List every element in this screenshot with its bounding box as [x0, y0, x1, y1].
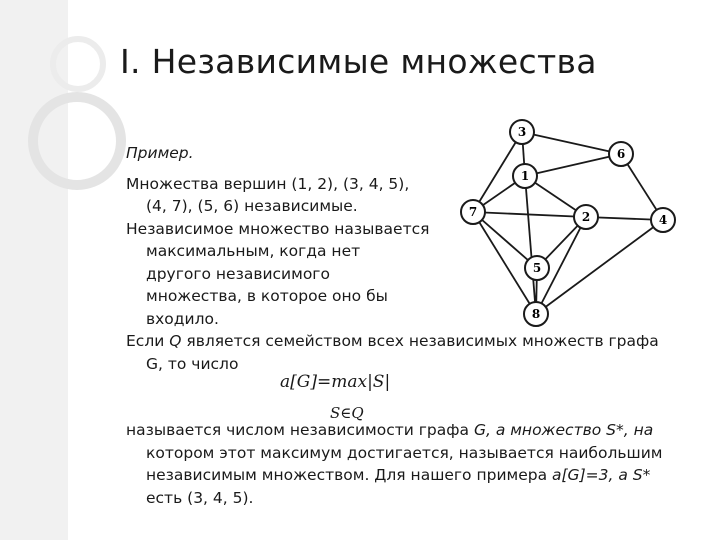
- graph-vertex-label-5: 5: [532, 261, 542, 275]
- tail-line-1: [126, 419, 696, 442]
- graph-nodes: [461, 120, 675, 326]
- decorative-ring: [28, 92, 126, 190]
- graph-edge-1-6: [525, 154, 621, 176]
- graph-vertex-label-2: 2: [581, 210, 591, 224]
- tail-line-1-italic: G, а множество S*, на: [473, 421, 654, 439]
- graph-vertex-label-3: 3: [517, 125, 527, 139]
- definition-line-2: максимальным, когда нет: [146, 242, 361, 260]
- tail-line-4: есть (3, 4, 5).: [146, 488, 254, 507]
- tail-line-3: [126, 464, 696, 487]
- family-q: Q: [169, 332, 182, 350]
- graph-vertex-label-1: 1: [520, 169, 530, 183]
- slide-title: I. Независимые множества: [120, 42, 597, 81]
- graph-vertex-label-8: 8: [531, 307, 541, 321]
- formula-main: a[G]=max|S|: [280, 372, 391, 392]
- graph-vertex-label-4: 4: [658, 213, 668, 227]
- family-pre: Если: [126, 332, 170, 350]
- definition-line-4: множества, в которое оно бы: [146, 287, 388, 305]
- tail-line-3-italic: a[G]=3, а S*: [552, 466, 651, 484]
- example-line-2: (4, 7), (5, 6) независимые.: [146, 197, 358, 215]
- tail-line-2: котором этот максимум достигается, называется наибольшим: [146, 443, 663, 462]
- graph-edge-4-8: [536, 220, 663, 314]
- formula-subscript: S∈Q: [330, 404, 364, 422]
- example-label: Пример.: [126, 144, 194, 162]
- example-line-1: Множества вершин (1, 2), (3, 4, 5),: [126, 174, 410, 193]
- tail-line-1-pre: называется числом независимости графа: [126, 421, 474, 439]
- tail-line-3-pre: независимым множеством. Для нашего примера: [146, 466, 553, 484]
- graph-diagram: [455, 118, 705, 338]
- family-line-2: G, то число: [146, 354, 239, 373]
- decorative-ring-small: [50, 36, 106, 92]
- formula-spacer: [126, 375, 696, 419]
- definition-line-1: Независимое множество называется: [126, 219, 430, 238]
- graph-edge-7-2: [473, 212, 586, 217]
- graph-vertex-label-7: 7: [468, 205, 478, 219]
- definition-line-5: входило.: [146, 309, 219, 328]
- graph-vertex-label-6: 6: [616, 147, 626, 161]
- family-post: является семейством всех независимых множеств графа: [181, 332, 659, 350]
- graph-edge-1-8: [525, 176, 536, 314]
- graph-edge-3-6: [522, 132, 621, 154]
- graph-edges: [473, 132, 663, 314]
- definition-line-3: другого независимого: [146, 264, 330, 283]
